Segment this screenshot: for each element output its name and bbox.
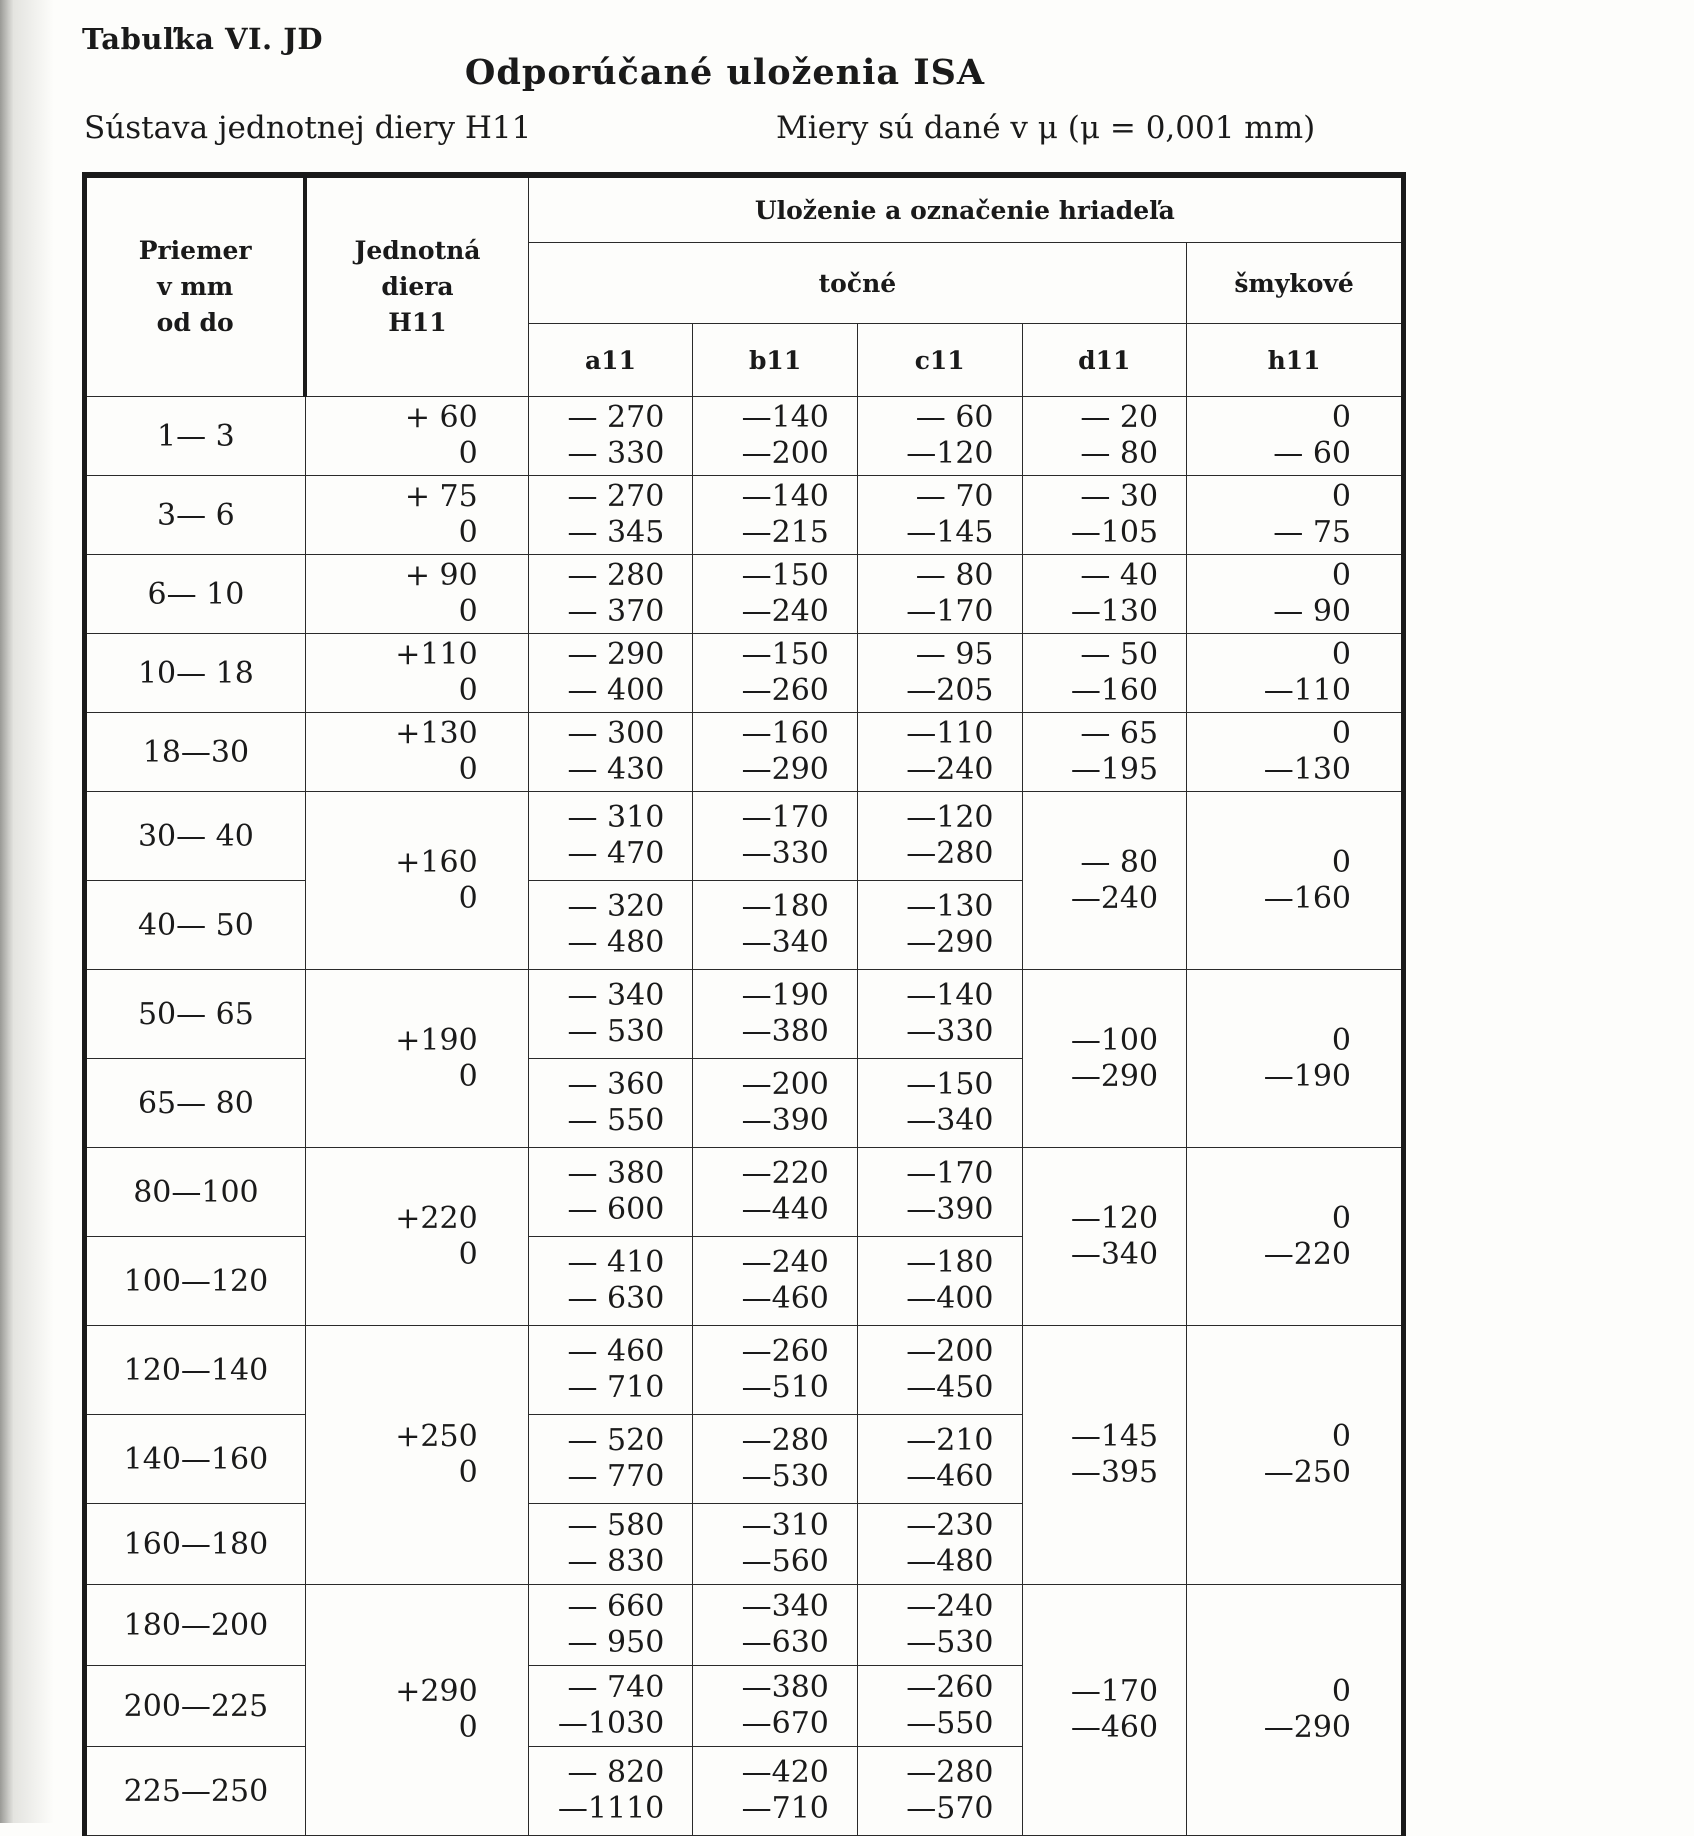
h11-upper: 0 (1331, 1200, 1351, 1236)
a11-upper: — 520 (567, 1423, 665, 1458)
b11-cell (693, 1747, 858, 1836)
c11-cell (857, 713, 1022, 792)
b11-cell (693, 1148, 858, 1237)
h11-lower: — 90 (1273, 594, 1351, 629)
b11-upper: —170 (741, 800, 829, 835)
hole-cell (305, 1585, 528, 1836)
c11-lower: —205 (906, 673, 994, 708)
hole-upper: +190 (395, 1022, 478, 1058)
c11-lower: —290 (906, 925, 994, 960)
header-c11: c11 (857, 324, 1022, 397)
c11-upper: —170 (906, 1156, 994, 1191)
c11-cell (857, 1148, 1022, 1237)
b11-upper: —340 (741, 1589, 829, 1624)
a11-lower: — 830 (567, 1544, 665, 1579)
diameter-cell: 6— 10 (85, 555, 306, 634)
b11-lower: —560 (741, 1544, 829, 1579)
diameter-cell: 225—250 (85, 1747, 306, 1836)
d11-lower: —160 (1070, 673, 1159, 708)
hole-lower: 0 (458, 436, 478, 471)
h11-cell (1187, 476, 1404, 555)
h11-lower: —250 (1263, 1455, 1351, 1490)
d11-cell (1022, 970, 1187, 1148)
h11-upper: 0 (1331, 637, 1351, 672)
d11-cell (1022, 555, 1187, 634)
c11-upper: —200 (906, 1334, 994, 1369)
b11-cell (693, 792, 858, 881)
header-hole: Jednotná diera H11 (305, 175, 528, 397)
h11-cell (1187, 1326, 1404, 1585)
d11-cell (1022, 1585, 1187, 1836)
h11-upper: 0 (1331, 558, 1351, 593)
c11-cell (857, 881, 1022, 970)
b11-cell (693, 970, 858, 1059)
b11-upper: —180 (741, 889, 829, 924)
h11-lower: —160 (1263, 880, 1351, 916)
a11-lower: —1110 (557, 1791, 665, 1826)
hole-lower: 0 (458, 1455, 478, 1490)
b11-upper: —220 (741, 1156, 829, 1191)
a11-upper: — 380 (567, 1156, 665, 1191)
h11-cell (1187, 555, 1404, 634)
a11-upper: — 580 (567, 1508, 665, 1543)
diameter-cell: 18—30 (85, 713, 306, 792)
b11-upper: —150 (741, 558, 829, 593)
diameter-cell: 10— 18 (85, 634, 306, 713)
h11-upper: 0 (1331, 844, 1351, 880)
diameter-cell: 160—180 (85, 1504, 306, 1585)
a11-cell (528, 792, 693, 881)
b11-cell (693, 881, 858, 970)
a11-lower: — 480 (567, 925, 665, 960)
b11-upper: —150 (741, 637, 829, 672)
d11-upper: —120 (1070, 1200, 1159, 1236)
hole-upper: +220 (395, 1200, 478, 1236)
c11-cell (857, 1415, 1022, 1504)
h11-lower: — 60 (1273, 436, 1351, 471)
a11-cell (528, 1148, 693, 1237)
diameter-cell: 50— 65 (85, 970, 306, 1059)
c11-lower: —480 (906, 1544, 994, 1579)
b11-cell (693, 476, 858, 555)
b11-cell (693, 1504, 858, 1585)
a11-upper: — 310 (567, 800, 665, 835)
b11-cell (693, 1059, 858, 1148)
hole-cell (305, 970, 528, 1148)
c11-lower: —340 (906, 1103, 994, 1138)
c11-cell (857, 397, 1022, 476)
hole-lower: 0 (458, 1058, 478, 1094)
b11-cell (693, 1666, 858, 1747)
c11-upper: —130 (906, 889, 994, 924)
h11-cell (1187, 1148, 1404, 1326)
hole-cell (305, 1148, 528, 1326)
h11-lower: — 75 (1273, 515, 1351, 550)
b11-upper: —310 (741, 1508, 829, 1543)
a11-cell (528, 1585, 693, 1666)
a11-lower: — 950 (567, 1625, 665, 1660)
a11-upper: — 290 (567, 637, 665, 672)
b11-lower: —330 (741, 836, 829, 871)
d11-lower: —240 (1070, 880, 1159, 916)
a11-cell (528, 1415, 693, 1504)
h11-cell (1187, 713, 1404, 792)
a11-upper: — 660 (567, 1589, 665, 1624)
c11-upper: —230 (906, 1508, 994, 1543)
b11-lower: —215 (741, 515, 829, 550)
c11-cell (857, 1747, 1022, 1836)
hole-upper: + 90 (404, 558, 478, 593)
b11-upper: —380 (741, 1670, 829, 1705)
c11-lower: —530 (906, 1625, 994, 1660)
d11-upper: — 20 (1080, 400, 1159, 435)
table-row (85, 713, 1404, 792)
hole-lower: 0 (458, 1710, 478, 1745)
c11-upper: —180 (906, 1245, 994, 1280)
hole-cell (305, 397, 528, 476)
a11-cell (528, 634, 693, 713)
c11-cell (857, 634, 1022, 713)
c11-upper: —240 (906, 1589, 994, 1624)
a11-upper: — 820 (567, 1755, 665, 1790)
diameter-cell: 140—160 (85, 1415, 306, 1504)
c11-lower: —570 (906, 1791, 994, 1826)
h11-lower: —130 (1263, 752, 1351, 787)
a11-upper: — 300 (567, 716, 665, 751)
c11-upper: —260 (906, 1670, 994, 1705)
d11-lower: —460 (1070, 1710, 1159, 1745)
d11-cell (1022, 1326, 1187, 1585)
a11-cell (528, 1326, 693, 1415)
hole-upper: +250 (395, 1419, 478, 1454)
hole-upper: +290 (395, 1674, 478, 1709)
h11-cell (1187, 970, 1404, 1148)
diameter-cell: 180—200 (85, 1585, 306, 1666)
c11-upper: —120 (906, 800, 994, 835)
hole-cell (305, 792, 528, 970)
b11-cell (693, 555, 858, 634)
b11-lower: —710 (741, 1791, 829, 1826)
c11-lower: —170 (906, 594, 994, 629)
a11-upper: — 460 (567, 1334, 665, 1369)
hole-upper: + 60 (404, 400, 478, 435)
a11-cell (528, 713, 693, 792)
d11-cell (1022, 1148, 1187, 1326)
c11-lower: —550 (906, 1706, 994, 1741)
a11-upper: — 270 (567, 479, 665, 514)
b11-upper: —260 (741, 1334, 829, 1369)
header-sliding: šmykové (1187, 243, 1404, 324)
units-note: Miery sú dané v μ (μ = 0,001 mm) (776, 110, 1316, 146)
a11-upper: — 270 (567, 400, 665, 435)
b11-upper: —140 (741, 479, 829, 514)
d11-lower: —395 (1070, 1455, 1159, 1490)
table-row (85, 1148, 1404, 1237)
diameter-cell: 65— 80 (85, 1059, 306, 1148)
hole-cell (305, 1326, 528, 1585)
b11-lower: —510 (741, 1370, 829, 1405)
d11-upper: —170 (1070, 1674, 1159, 1709)
a11-lower: — 470 (567, 836, 665, 871)
b11-lower: —240 (741, 594, 829, 629)
d11-upper: — 65 (1080, 716, 1159, 751)
d11-lower: —290 (1070, 1058, 1159, 1094)
a11-cell (528, 1747, 693, 1836)
d11-lower: —195 (1070, 752, 1159, 787)
c11-upper: —210 (906, 1423, 994, 1458)
a11-upper: — 320 (567, 889, 665, 924)
c11-lower: —280 (906, 836, 994, 871)
h11-cell (1187, 1585, 1404, 1836)
b11-cell (693, 1585, 858, 1666)
a11-upper: — 280 (567, 558, 665, 593)
d11-upper: — 40 (1080, 558, 1159, 593)
b11-upper: —160 (741, 716, 829, 751)
a11-upper: — 340 (567, 978, 665, 1013)
hole-upper: +110 (395, 637, 478, 672)
hole-cell (305, 476, 528, 555)
h11-upper: 0 (1331, 1674, 1351, 1709)
d11-cell (1022, 397, 1187, 476)
b11-lower: —290 (741, 752, 829, 787)
diameter-cell: 80—100 (85, 1148, 306, 1237)
b11-upper: —280 (741, 1423, 829, 1458)
system-label: Sústava jednotnej diery H11 (84, 110, 532, 146)
b11-cell (693, 1237, 858, 1326)
h11-upper: 0 (1331, 1419, 1351, 1454)
table-row (85, 397, 1404, 476)
c11-upper: — 60 (915, 400, 994, 435)
h11-cell (1187, 792, 1404, 970)
b11-lower: —200 (741, 436, 829, 471)
c11-lower: —460 (906, 1459, 994, 1494)
a11-lower: — 330 (567, 436, 665, 471)
hole-upper: + 75 (404, 479, 478, 514)
d11-lower: —340 (1070, 1236, 1159, 1272)
a11-cell (528, 881, 693, 970)
a11-lower: — 550 (567, 1103, 665, 1138)
d11-cell (1022, 634, 1187, 713)
h11-upper: 0 (1331, 716, 1351, 751)
hole-cell (305, 634, 528, 713)
hole-cell (305, 555, 528, 634)
hole-lower: 0 (458, 515, 478, 550)
a11-cell (528, 1059, 693, 1148)
c11-upper: — 70 (915, 479, 994, 514)
c11-lower: —400 (906, 1281, 994, 1316)
h11-lower: —190 (1263, 1058, 1351, 1094)
b11-lower: —530 (741, 1459, 829, 1494)
c11-cell (857, 1237, 1022, 1326)
c11-upper: —140 (906, 978, 994, 1013)
c11-upper: —150 (906, 1067, 994, 1102)
a11-lower: — 400 (567, 673, 665, 708)
c11-upper: — 80 (915, 558, 994, 593)
b11-cell (693, 713, 858, 792)
a11-cell (528, 476, 693, 555)
diameter-cell: 3— 6 (85, 476, 306, 555)
d11-upper: —145 (1070, 1419, 1159, 1454)
d11-cell (1022, 476, 1187, 555)
h11-cell (1187, 397, 1404, 476)
d11-lower: — 80 (1080, 436, 1159, 471)
h11-upper: 0 (1331, 400, 1351, 435)
hole-lower: 0 (458, 752, 478, 787)
b11-upper: —190 (741, 978, 829, 1013)
a11-cell (528, 970, 693, 1059)
a11-upper: — 740 (567, 1670, 665, 1705)
a11-cell (528, 397, 693, 476)
header-a11: a11 (528, 324, 693, 397)
a11-lower: — 770 (567, 1459, 665, 1494)
a11-lower: — 430 (567, 752, 665, 787)
h11-lower: —110 (1263, 673, 1351, 708)
d11-upper: — 80 (1080, 844, 1159, 880)
c11-lower: —120 (906, 436, 994, 471)
d11-upper: — 50 (1080, 637, 1159, 672)
header-fit-group: Uloženie a označenie hriadeľa (528, 175, 1403, 243)
table-row (85, 1585, 1404, 1666)
hole-lower: 0 (458, 673, 478, 708)
c11-lower: —240 (906, 752, 994, 787)
diameter-cell: 1— 3 (85, 397, 306, 476)
diameter-cell: 120—140 (85, 1326, 306, 1415)
d11-cell (1022, 792, 1187, 970)
h11-upper: 0 (1331, 1022, 1351, 1058)
table-label: Tabuľka VI. JD (82, 22, 324, 56)
table-row (85, 792, 1404, 881)
h11-upper: 0 (1331, 479, 1351, 514)
a11-cell (528, 1237, 693, 1326)
hole-lower: 0 (458, 594, 478, 629)
b11-lower: —670 (741, 1706, 829, 1741)
c11-cell (857, 476, 1022, 555)
header-d11: d11 (1022, 324, 1187, 397)
a11-lower: —1030 (557, 1706, 665, 1741)
a11-upper: — 410 (567, 1245, 665, 1280)
d11-lower: —130 (1070, 594, 1159, 629)
c11-cell (857, 1504, 1022, 1585)
diameter-cell: 40— 50 (85, 881, 306, 970)
h11-cell (1187, 634, 1404, 713)
header-running: točné (528, 243, 1186, 324)
b11-lower: —440 (741, 1192, 829, 1227)
c11-cell (857, 1585, 1022, 1666)
d11-cell (1022, 713, 1187, 792)
a11-lower: — 630 (567, 1281, 665, 1316)
table-row (85, 634, 1404, 713)
hole-lower: 0 (458, 1236, 478, 1272)
b11-upper: —420 (741, 1755, 829, 1790)
a11-upper: — 360 (567, 1067, 665, 1102)
b11-lower: —460 (741, 1281, 829, 1316)
diameter-cell: 200—225 (85, 1666, 306, 1747)
b11-lower: —390 (741, 1103, 829, 1138)
b11-upper: —140 (741, 400, 829, 435)
b11-lower: —260 (741, 673, 829, 708)
d11-lower: —105 (1070, 515, 1159, 550)
c11-cell (857, 970, 1022, 1059)
b11-cell (693, 1415, 858, 1504)
a11-lower: — 600 (567, 1192, 665, 1227)
a11-lower: — 530 (567, 1014, 665, 1049)
a11-cell (528, 555, 693, 634)
c11-upper: — 95 (915, 637, 994, 672)
c11-cell (857, 1666, 1022, 1747)
c11-upper: —110 (906, 716, 994, 751)
b11-cell (693, 397, 858, 476)
header-diameter: Priemer v mm od do (85, 175, 306, 397)
h11-lower: —220 (1263, 1236, 1351, 1272)
b11-cell (693, 634, 858, 713)
fits-table (82, 172, 1406, 1836)
header-b11: b11 (693, 324, 858, 397)
hole-lower: 0 (458, 880, 478, 916)
diameter-cell: 30— 40 (85, 792, 306, 881)
a11-lower: — 370 (567, 594, 665, 629)
c11-upper: —280 (906, 1755, 994, 1790)
header-h11: h11 (1187, 324, 1404, 397)
c11-cell (857, 555, 1022, 634)
h11-lower: —290 (1263, 1710, 1351, 1745)
a11-lower: — 710 (567, 1370, 665, 1405)
b11-lower: —630 (741, 1625, 829, 1660)
a11-cell (528, 1666, 693, 1747)
d11-upper: — 30 (1080, 479, 1159, 514)
table-row (85, 476, 1404, 555)
table-row (85, 970, 1404, 1059)
b11-cell (693, 1326, 858, 1415)
table-row (85, 1326, 1404, 1415)
table-row (85, 555, 1404, 634)
binding-shadow (14, 0, 54, 1823)
a11-cell (528, 1504, 693, 1585)
b11-upper: —240 (741, 1245, 829, 1280)
hole-upper: +160 (395, 844, 478, 880)
c11-cell (857, 792, 1022, 881)
b11-lower: —380 (741, 1014, 829, 1049)
diameter-cell: 100—120 (85, 1237, 306, 1326)
c11-cell (857, 1326, 1022, 1415)
c11-cell (857, 1059, 1022, 1148)
a11-lower: — 345 (567, 515, 665, 550)
hole-cell (305, 713, 528, 792)
d11-upper: —100 (1070, 1022, 1159, 1058)
b11-upper: —200 (741, 1067, 829, 1102)
c11-lower: —145 (906, 515, 994, 550)
b11-lower: —340 (741, 925, 829, 960)
c11-lower: —330 (906, 1014, 994, 1049)
c11-lower: —390 (906, 1192, 994, 1227)
hole-upper: +130 (395, 716, 478, 751)
page-title: Odporúčané uloženia ISA (464, 52, 986, 93)
c11-lower: —450 (906, 1370, 994, 1405)
binding-edge (0, 0, 14, 1823)
